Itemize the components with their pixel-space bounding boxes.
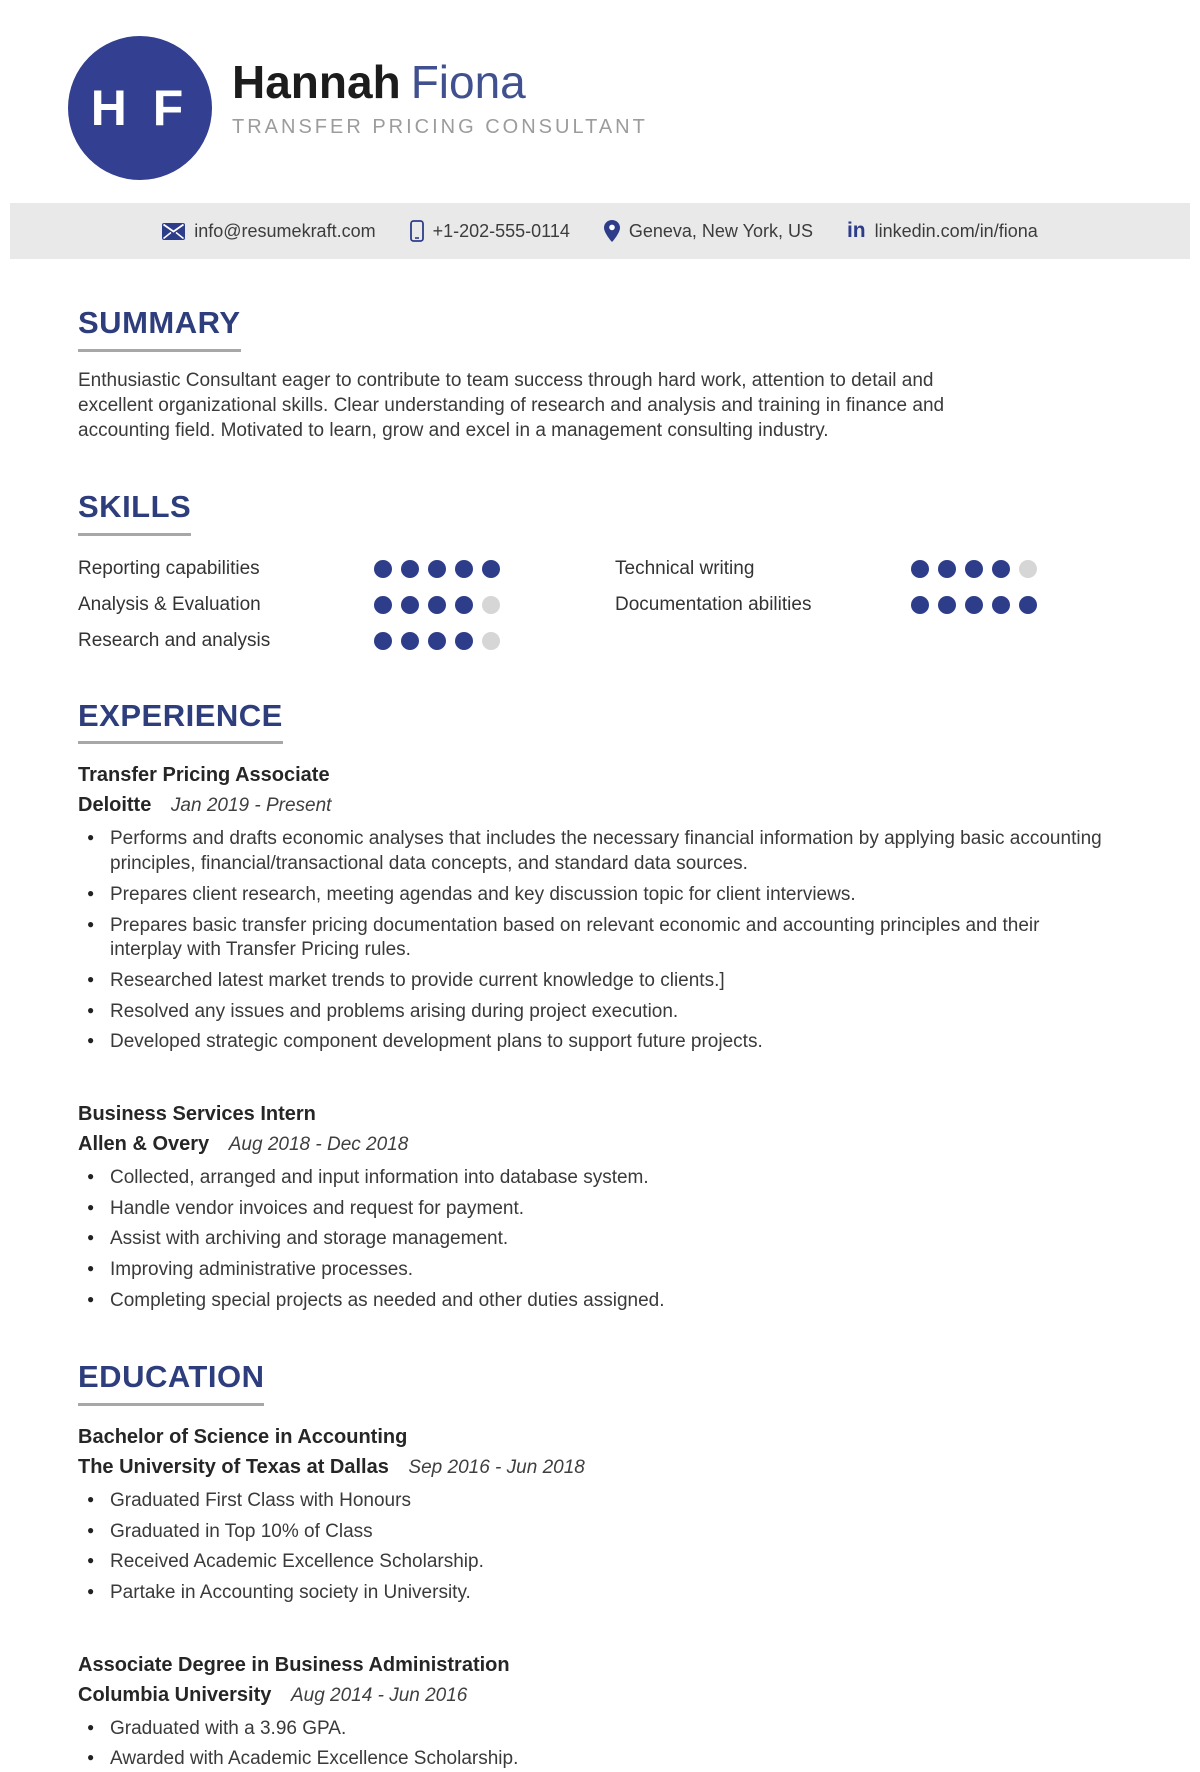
contact-phone[interactable] [410, 220, 570, 242]
skill-row [78, 558, 548, 580]
person-job-title: TRANSFER PRICING CONSULTANT [232, 116, 648, 139]
name-block [232, 36, 648, 139]
bullet-item: ● Researched latest market trends to provide current knowledge to clients.] [78, 969, 1110, 994]
resume-body [0, 307, 1200, 1772]
rating-dot [401, 596, 419, 614]
avatar [68, 36, 212, 180]
education-subline [78, 1456, 1130, 1479]
rating-dot [992, 596, 1010, 614]
bullet-item: ● Prepares basic transfer pricing documentation based on relevant economic and accounting principles and their interplay with Transfer Pricing rules. [78, 914, 1110, 963]
skill-row [78, 594, 548, 616]
bullet-item: ● Graduated with a 3.96 GPA. [78, 1717, 1110, 1742]
skill-rating [374, 560, 500, 578]
skill-label: Reporting capabilities [78, 557, 260, 579]
company-name: Allen & Overy [78, 1132, 210, 1155]
experience-entry [78, 1101, 1130, 1313]
section-education [78, 1361, 1130, 1772]
person-name [232, 58, 648, 106]
education-entries [78, 1424, 1130, 1772]
rating-dot [911, 560, 929, 578]
section-summary [78, 307, 1130, 443]
summary-text: Enthusiastic Consultant eager to contribute to team success through hard work, attention to detail and excellent organizational skills. Clear understanding of research and analysis and training in finance and accounting field. Motivated to learn, grow and excel in a management consulting industry. [78, 369, 945, 442]
contact-email-text: info@resumekraft.com [194, 220, 376, 241]
experience-heading: EXPERIENCE [78, 700, 283, 745]
rating-dot [428, 632, 446, 650]
contact-location-text: Geneva, New York, US [628, 220, 813, 241]
degree-name: Associate Degree in Business Administration [78, 1653, 510, 1676]
rating-dot [428, 560, 446, 578]
school-name: The University of Texas at Dallas [78, 1455, 389, 1478]
company-name: Deloitte [78, 794, 152, 817]
avatar-initials: H F [90, 80, 190, 136]
rating-dot [1019, 596, 1037, 614]
job-dates: Jan 2019 - Present [170, 795, 332, 817]
summary-heading: SUMMARY [78, 307, 241, 352]
bullet-item: ● Completing special projects as needed and other duties assigned. [78, 1289, 1110, 1314]
bullet-item: ● Collected, arranged and input information into database system. [78, 1166, 1110, 1191]
job-subline [78, 794, 1130, 817]
bullet-item: ● Performs and drafts economic analyses that includes the necessary financial information by applying basic accounting principles, financial/transactional data concepts, and standard data sources. [78, 827, 1110, 876]
rating-dot [374, 596, 392, 614]
first-name: Hannah [232, 56, 401, 108]
rating-dot [482, 560, 500, 578]
education-entry [78, 1652, 1130, 1772]
rating-dot [455, 596, 473, 614]
skill-label: Analysis & Evaluation [78, 593, 261, 615]
rating-dot [401, 560, 419, 578]
bullet-item: ● Awarded with Academic Excellence Scholarship. [78, 1747, 1110, 1772]
education-entry [78, 1424, 1130, 1606]
skill-rating [911, 596, 1037, 614]
education-dates: Aug 2014 - Jun 2016 [290, 1684, 468, 1706]
education-subline [78, 1684, 1130, 1707]
bullet-item: ● Received Academic Excellence Scholarship. [78, 1550, 1110, 1575]
skills-grid [78, 544, 1130, 652]
rating-dot [455, 560, 473, 578]
skill-rating [911, 560, 1037, 578]
bullet-item: ● Developed strategic component development plans to support future projects. [78, 1030, 1110, 1055]
bullet-item: ● Improving administrative processes. [78, 1258, 1110, 1283]
skill-label: Research and analysis [78, 629, 271, 651]
bullet-item: ● Partake in Accounting society in University. [78, 1581, 1110, 1606]
bullet-item: ● Handle vendor invoices and request for payment. [78, 1197, 1110, 1222]
rating-dot [401, 632, 419, 650]
rating-dot [965, 560, 983, 578]
job-dates: Aug 2018 - Dec 2018 [228, 1133, 409, 1155]
section-experience [78, 697, 1130, 1313]
map-pin-icon [604, 220, 620, 242]
experience-entry [78, 762, 1130, 1055]
job-title: Business Services Intern [78, 1102, 316, 1125]
bullet-item: ● Graduated in Top 10% of Class [78, 1520, 1110, 1545]
bullet-item: ● Assist with archiving and storage management. [78, 1227, 1110, 1252]
rating-dot [992, 560, 1010, 578]
rating-dot [428, 596, 446, 614]
bullet-item: ● Prepares client research, meeting agendas and key discussion topic for client interviews. [78, 883, 1110, 908]
degree-name: Bachelor of Science in Accounting [78, 1425, 408, 1448]
skill-rating [374, 632, 500, 650]
contact-bar [10, 203, 1190, 259]
skill-row [615, 594, 1085, 616]
bullet-item: ● Resolved any issues and problems arising during project execution. [78, 1000, 1110, 1025]
contact-linkedin-text: linkedin.com/in/fiona [874, 220, 1038, 241]
skill-row [615, 558, 1085, 580]
resume-header [0, 0, 1200, 180]
bullet-list [78, 1166, 1130, 1313]
linkedin-icon: in [846, 219, 866, 242]
experience-entries [78, 762, 1130, 1313]
skill-label: Documentation abilities [615, 593, 812, 615]
contact-linkedin[interactable] [847, 219, 1038, 243]
skill-rating [374, 596, 500, 614]
contact-location[interactable] [604, 220, 813, 242]
job-title: Transfer Pricing Associate [78, 764, 330, 787]
rating-dot [482, 596, 500, 614]
rating-dot [1019, 560, 1037, 578]
bullet-list [78, 827, 1130, 1055]
job-subline [78, 1133, 1130, 1156]
skills-column-left [78, 544, 548, 652]
skills-column-right [615, 544, 1085, 652]
school-name: Columbia University [78, 1683, 272, 1706]
contact-phone-text: +1-202-555-0114 [432, 220, 570, 241]
rating-dot [482, 632, 500, 650]
bullet-list [78, 1489, 1130, 1606]
mobile-phone-icon [410, 220, 424, 242]
skills-heading: SKILLS [78, 491, 191, 536]
section-skills [78, 491, 1130, 652]
skill-row [78, 630, 548, 652]
bullet-list [78, 1717, 1130, 1772]
rating-dot [965, 596, 983, 614]
skill-label: Technical writing [615, 557, 755, 579]
bullet-item: ● Graduated First Class with Honours [78, 1489, 1110, 1514]
rating-dot [911, 596, 929, 614]
rating-dot [374, 560, 392, 578]
contact-email[interactable] [162, 221, 375, 242]
envelope-icon [162, 223, 185, 240]
rating-dot [938, 596, 956, 614]
last-name: Fiona [410, 56, 526, 108]
rating-dot [455, 632, 473, 650]
rating-dot [374, 632, 392, 650]
rating-dot [938, 560, 956, 578]
education-heading: EDUCATION [78, 1361, 264, 1406]
education-dates: Sep 2016 - Jun 2018 [408, 1456, 585, 1478]
